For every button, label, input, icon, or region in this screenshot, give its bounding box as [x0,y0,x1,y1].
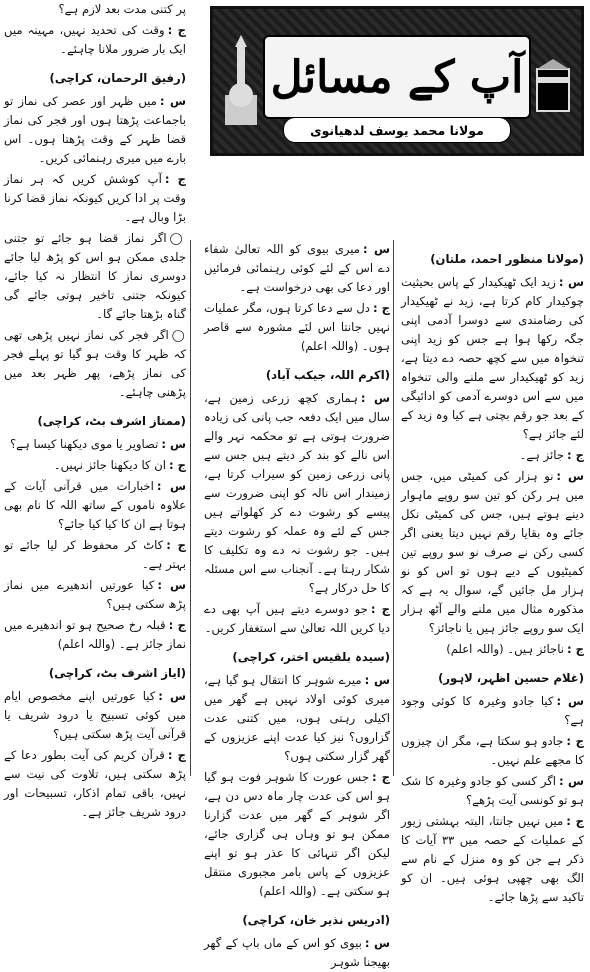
bullet-text: اگر نماز قضا ہو جائے تو جتنی جلدی ممکن ہو اس کو پڑھ لیا جائے دوسری نماز کا انتظار نہ کیا جائے، کیونکہ جتنی تاخیر ہوتی جائے گی گناہ بڑھتا جائے گا۔ [4,231,186,321]
question [401,273,584,444]
answer-text: ان کا دیکھنا جائز نہیں۔ [53,458,166,472]
question [204,389,390,598]
question-text: زید ایک ٹھیکیدار کے پاس بحیثیت چوکیدار کام کرتا ہے، زید نے ٹھیکیدار کی رضامندی سے دوسرا آدمی اپنی جگہ رکھا ہوا ہے جس کو زید اپنی تنخواہ میں سے کچھ حصہ دے دیتا ہے، زید کو ٹھیکیدار سے ملنے والی تنخواہ میں سے اس دوسرے آدمی کو ادائیگی کے بعد جو رقم بچتی ہے کیا وہ زید کے لئے جائز ہے؟ [401,275,584,441]
author-byline: مولانا محمد یوسف لدھیانوی [283,117,511,143]
answer-label: ج : [566,814,584,828]
answer [4,616,186,654]
question-text: نو ہزار کی کمیٹی میں، جس میں ہر رکن کو تین سو روپے ماہوار دینے ہوتے ہیں، جس کی کمیٹی نکل جائے وہ بقایا رقم نہیں دیتا یعنی اگر کسی رکن نے صرف نو سو روپے تین کمیٹیوں کے دیے ہوں تو اس کو نو ہزار مل جائیں گے، سوال یہ ہے کہ مذکورہ مثال میں ملنے والے آٹھ ہزار ایک سو روپے جائز ہیں یا ناجائز؟ [401,469,584,635]
answer-label: ج : [168,618,187,632]
question-label: س : [556,469,584,483]
answer [4,21,186,59]
question-label: س : [363,242,391,256]
answer [4,536,186,574]
bullet-icon: ◯ [169,231,187,245]
question [204,240,390,297]
answer-label: ج : [370,602,391,616]
question-label: س : [159,94,187,108]
bullet-icon: ◯ [171,328,186,342]
question [204,934,390,972]
answer-label: ج : [372,770,390,784]
column-header-banner [210,6,584,156]
question-text: میری بیوی کو اللہ تعالیٰ شفاء دے اس کے لئے کوئی رہنمائی فرمائیں اور دعا کی بھی درخواست ہے۔ [204,242,390,294]
mosque-icon [221,35,261,135]
answer-text: کاٹ کر محفوظ کر لیا جائے تو بہتر ہے۔ [4,538,186,571]
questioner-name: (مولانا منظور احمد، ملتان) [430,252,584,266]
answer-label: ج : [372,301,390,315]
answer-text: قرآن کریم کی آیت بطور دعا کے پڑھ سکتی ہیں، تلاوت کی نیت سے نہیں، باقی تمام اذکار، تسبیحات اور درود شریف جائز ہے۔ [4,748,186,819]
answer-text: قبلہ رخ صحیح ہو تو اندھیرے میں نماز جائز ہے۔ (واللہ اعلم) [4,618,186,651]
question-label: س : [558,275,585,289]
question-text: میرے شوہر کا انتقال ہو گیا ہے، میری کوئی اولاد نہیں ہے گھر میں اکیلی رہتی ہوں، میں کتنی عدت گزاروں؟ نیز کیا عدت اپنے عزیزوں کے گھر گزار سکتی ہوں؟ [204,673,390,763]
question [401,467,584,638]
column-divider [190,240,191,776]
answer-label: ج : [167,23,186,37]
column-left [4,0,187,819]
answer [4,746,186,822]
answer-label: ج : [566,448,584,462]
answer [4,170,186,227]
question-label: س : [360,391,391,405]
question-label: س : [364,673,391,687]
answer-text: دل سے دعا کرتا ہوں، مگر عملیات نہیں جانتا اس لئے مشورہ سے قاصر ہوں۔ (واللہ اعلم) [204,301,390,353]
question-label: س : [161,437,186,451]
question [4,477,186,534]
answer [401,446,584,465]
answer-text: میں نہیں جانتا، البتہ بہشتی زیور کے عملیات کے حصہ میں ۳۳ آیات کا ذکر ہے جن کو وہ منزل کے نام سے الگ بھی چھپی ہوئی ہیں۔ ان کو تاکید سے پڑھا جائے۔ [401,814,584,904]
kaaba-icon [533,49,573,119]
question-text: اگر کسی کو جادو وغیرہ کا شک ہو تو کونسی آیت پڑھے؟ [401,774,584,807]
answer-label: ج : [566,734,584,748]
answer-text: جو دوسرے دیتے ہیں آپ بھی دے دیا کریں اللہ تعالیٰ سے استغفار کریں۔ [204,602,390,635]
answer-label: ج : [166,538,187,552]
question-text: کیا جادو وغیرہ کا کوئی وجود ہے؟ [401,694,584,727]
question [401,772,584,810]
answer-label: ج : [167,748,186,762]
question-label: س : [559,774,584,788]
answer-text: ناجائز ہیں۔ (واللہ اعلم) [446,642,564,656]
question [4,687,186,744]
column-right [401,240,585,904]
questioner-name: (غلام حسین اظہر، لاہور) [438,671,584,685]
question-text: بیوی کو اس کے ماں باپ کے گھر بھیجنا شوہر [204,936,390,969]
answer-label: ج : [566,642,584,656]
question [204,671,390,766]
question [4,576,186,614]
question [401,692,584,730]
answer [401,812,584,907]
questioner-name: (اکرم اللہ، جیکب آباد) [265,368,390,382]
answer [401,640,584,659]
questioner-name: (سیدہ بلقیس اختر، کراچی) [232,650,390,664]
questioner-name: (رفیق الرحمان، کراچی) [49,71,186,85]
column-title: آپ کے مسائل [270,51,524,103]
question-text: کیا عورتیں اپنے مخصوص ایام میں کوئی تسبیح یا درود شریف یا قرآنی آیت پڑھ سکتی ہیں؟ [4,689,186,741]
question-text: میں ظہر اور عصر کی نماز تو باجماعت پڑھتا ہوں اور فجر کی نماز قضا ظہر کے وقت پڑھتا ہوں۔ اس بارے میں میری رہنمائی کریں۔ [4,94,186,165]
answer [204,768,390,901]
question-label: س : [157,578,187,592]
questioner-name: (ممتاز اشرف بٹ، کراچی) [37,414,186,428]
question-label: س : [156,479,187,493]
answer [4,456,186,475]
answer [204,600,390,638]
question-text: تصاویر یا موی دیکھنا کیسا ہے؟ [10,437,159,451]
column-middle [204,240,391,969]
question [4,92,186,168]
answer-bullet [4,229,186,324]
bullet-text: اگر فجر کی نماز نہیں پڑھی تھی کہ ظہر کا وقت ہو گیا تو پہلے فجر کی نماز پڑھے، پھر ظہر بعد میں پڑھنی چاہئے۔ [4,328,186,399]
question-label: س : [556,694,584,708]
question-label: س : [158,689,186,703]
answer-label: ج : [164,172,186,186]
answer-bullet [4,326,186,402]
continued-text: پر کتنی مدت بعد لازم ہے؟ [58,2,186,16]
column-divider [393,240,394,776]
answer [204,299,390,356]
answer-text: وقت کی تحدید نہیں، مہینہ میں ایک بار ضرور ملانا چاہئے۔ [4,23,186,56]
question-label: س : [364,936,391,950]
question-text: ہماری کچھ زرعی زمین ہے، سال میں ایک دفعہ جب پانی کی زیادہ ضرورت ہوتی ہے تو محکمہ نہر والے اس نالے کو بند کر دیتے ہیں جس سے پانی زرعی زمین کو سیراب کرتا ہے، زمیندار اس نالہ کو اپنی ضرورت سے پیسے کو رشوت دے کر کھلواتے ہیں جس کے لئے وہ عملہ کو رشوت دیتے ہیں۔ جو رشوت نہ دے وہ تکلیف کا شکار رہتا ہے۔ آنجناب سے اس مسئلہ کا حل درکار ہے؟ [204,391,390,595]
answer-text: جس عورت کا شوہر فوت ہو گیا ہو اس کی عدت چار ماہ دس دن ہے، اگر شوہر کے گھر میں عدت گزارنا ممکن ہو تو وہاں ہی گزاری جائے، لیکن اگر تنہائی کا عذر ہو تو اپنے عزیزوں کے پاس بامر مجبوری منتقل ہو سکتی ہے۔ (واللہ اعلم) [204,770,390,898]
question [4,435,186,454]
questioner-name: (ادریس نذیر خان، کراچی) [242,913,390,927]
questioner-name: (ایاز اشرف بٹ، کراچی) [48,666,186,680]
answer [401,732,584,770]
answer-text: جادو ہو سکتا ہے، مگر ان چیزوں کا مجھے علم نہیں۔ [401,734,584,767]
question-text: کیا عورتیں اندھیرے میں نماز پڑھ سکتی ہیں؟ [4,578,186,611]
title-band [263,35,531,119]
answer-text: آپ کوشش کریں کہ ہر نماز وقت پر ادا کریں کیونکہ نماز قضا کرنا بڑا وبال ہے۔ [4,172,186,224]
answer-label: ج : [168,458,186,472]
question-text: اخبارات میں قرآنی آیات کے علاوہ ناموں کے ساتھ اللہ کا نام بھی ہوتا ہے ان کا کیا کیا جائے؟ [4,479,186,531]
answer-text: جائز ہے۔ [519,448,564,462]
